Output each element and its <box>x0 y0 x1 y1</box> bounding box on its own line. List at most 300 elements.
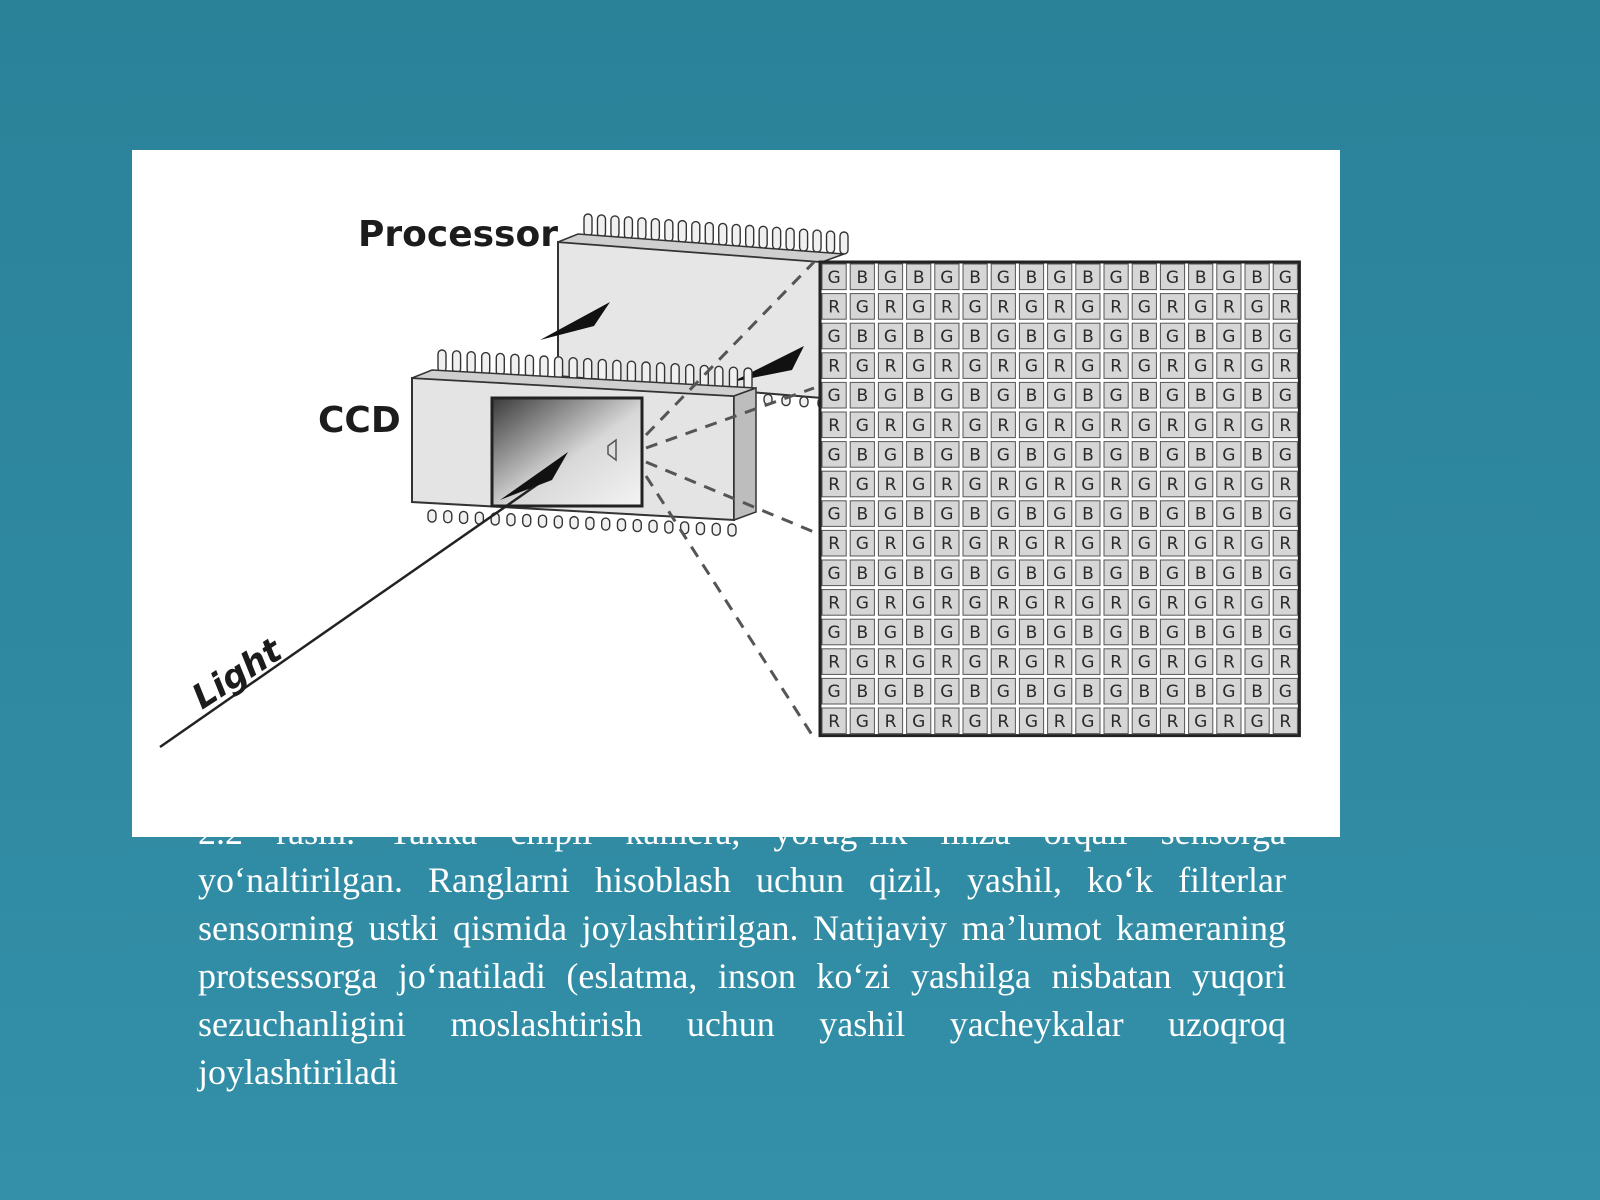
bayer-cell-letter: R <box>1110 593 1123 614</box>
bayer-cell-letter: G <box>1053 504 1067 525</box>
bayer-cell-letter: G <box>1137 593 1151 614</box>
bayer-cell-letter: R <box>884 711 897 732</box>
chip-pin <box>696 523 704 535</box>
bayer-cell-letter: G <box>1109 327 1123 347</box>
bayer-cell-letter: G <box>912 711 926 732</box>
bayer-cell-letter: G <box>1137 534 1151 555</box>
bayer-cell-letter: G <box>968 652 982 673</box>
bayer-cell-letter: R <box>1053 297 1066 318</box>
bayer-cell-letter: R <box>1053 652 1066 673</box>
bayer-cell-letter: B <box>1025 682 1038 703</box>
bayer-cell-letter: G <box>1081 415 1095 436</box>
chip-pin <box>759 226 767 248</box>
bayer-cell-letter: G <box>855 652 869 673</box>
bayer-cell-letter: B <box>856 327 869 347</box>
bayer-cell-letter: G <box>996 267 1010 288</box>
bayer-cell-letter: G <box>1194 593 1208 614</box>
bayer-cell-letter: R <box>1110 534 1123 555</box>
bayer-cell-letter: B <box>1138 563 1151 584</box>
bayer-cell-letter: G <box>1109 623 1123 643</box>
chip-pin <box>678 221 686 243</box>
chip-pin <box>540 356 548 378</box>
chip-pin <box>613 360 621 382</box>
chip-pin <box>813 230 821 252</box>
bayer-cell-letter: G <box>912 593 926 614</box>
chip-pin <box>692 222 700 244</box>
bayer-cell-letter: B <box>969 445 981 466</box>
bayer-cell-letter: R <box>1053 534 1066 555</box>
bayer-cell-letter: G <box>827 623 841 643</box>
bayer-cell-letter: G <box>1278 327 1292 347</box>
bayer-cell-letter: B <box>1082 563 1094 584</box>
bayer-cell-letter: G <box>883 267 898 288</box>
chip-pin <box>665 521 673 533</box>
bayer-cell-letter: R <box>1222 711 1235 732</box>
bayer-cell-letter: R <box>1279 297 1292 318</box>
bayer-cell-letter: G <box>1250 297 1264 318</box>
chip-pin <box>467 352 475 374</box>
bayer-cell-letter: B <box>912 445 925 466</box>
bayer-cell-letter: B <box>1025 563 1038 584</box>
bayer-cell-letter: R <box>1279 356 1292 377</box>
bayer-cell-letter: B <box>969 623 981 643</box>
bayer-cell-letter: R <box>997 711 1010 732</box>
chip-pin <box>671 364 679 386</box>
ccd-label: CCD <box>318 400 401 441</box>
bayer-cell-letter: R <box>828 475 841 495</box>
chip-pin <box>800 397 808 407</box>
bayer-cell-letter: G <box>940 563 954 584</box>
bayer-cell-letter: B <box>1138 386 1151 407</box>
bayer-cell-letter: R <box>997 356 1010 377</box>
bayer-cell-letter: G <box>827 267 841 288</box>
bayer-cell-letter: G <box>1109 445 1123 466</box>
bayer-cell-letter: B <box>912 682 925 703</box>
light-label: Light <box>185 630 290 718</box>
bayer-cell-letter: G <box>1165 682 1180 703</box>
bayer-cell-letter: G <box>912 297 926 318</box>
bayer-cell-letter: G <box>1024 475 1039 495</box>
bayer-cell-letter: G <box>1137 475 1151 495</box>
bayer-cell-letter: G <box>996 623 1010 643</box>
bayer-cell-letter: G <box>1165 623 1180 643</box>
bayer-cell-letter: G <box>1165 563 1180 584</box>
bayer-cell-letter: B <box>1082 504 1094 525</box>
bayer-cell-letter: G <box>1165 386 1180 407</box>
bayer-cell-letter: G <box>1024 652 1039 673</box>
bayer-cell-letter: G <box>968 534 982 555</box>
chip-pin <box>496 353 504 375</box>
bayer-cell-letter: G <box>1194 297 1208 318</box>
bayer-cell-letter: B <box>1138 267 1151 288</box>
bayer-cell-letter: R <box>1166 534 1179 555</box>
bayer-cell-letter: G <box>1024 297 1039 318</box>
bayer-cell-letter: G <box>996 563 1010 584</box>
bayer-cell-letter: G <box>968 356 982 377</box>
figure-caption: yo‘naltirilgan. Ranglarni hisoblash uchun qizil, yashil, ko‘k filterlar sensorning ustki qismida joylashtirilgan. Natijaviy ma’lumot kameraning protsessorga jo‘natiladi (eslatma, inson ko‘zi yashilga nisbatan yuqori sezuchanligini moslashtirish uchun yashil yacheykalar uzoqroq joylashtiriladi <box>198 860 1286 1092</box>
bayer-cell-letter: B <box>969 267 981 288</box>
bayer-cell-letter: G <box>1053 267 1067 288</box>
bayer-cell-letter: R <box>1222 297 1235 318</box>
bayer-cell-letter: R <box>828 652 841 673</box>
bayer-cell-letter: B <box>1251 563 1263 584</box>
chip-pin <box>523 514 531 526</box>
bayer-cell-letter: R <box>1166 652 1179 673</box>
bayer-cell-letter: G <box>996 445 1010 466</box>
bayer-cell-letter: G <box>968 711 982 732</box>
bayer-cell-letter: R <box>1110 356 1123 377</box>
bayer-cell-letter: R <box>1279 415 1292 436</box>
bayer-cell-letter: R <box>884 593 897 614</box>
bayer-cell-letter: B <box>969 563 981 584</box>
bayer-cell-letter: R <box>1053 711 1066 732</box>
bayer-cell-letter: B <box>1082 386 1094 407</box>
bayer-cell-letter: B <box>1138 623 1151 643</box>
bayer-cell-letter: G <box>968 297 982 318</box>
bayer-cell-letter: R <box>997 475 1010 495</box>
bayer-cell-letter: G <box>1109 682 1123 703</box>
bayer-cell-letter: G <box>1278 563 1292 584</box>
chip-pin <box>624 217 632 239</box>
chip-pin <box>712 523 720 535</box>
bayer-cell-letter: G <box>940 682 954 703</box>
bayer-cell-letter: G <box>827 682 841 703</box>
chip-pin <box>611 216 619 238</box>
chip-pin <box>584 214 592 236</box>
bayer-cell-letter: G <box>855 356 869 377</box>
bayer-cell-letter: G <box>883 386 898 407</box>
bayer-cell-letter: R <box>1279 593 1292 614</box>
figure-card <box>132 150 1340 837</box>
bayer-cell-letter: G <box>1278 623 1292 643</box>
bayer-cell-letter: G <box>1194 356 1208 377</box>
bayer-cell-letter: B <box>1025 445 1038 466</box>
bayer-cell-letter: B <box>1251 504 1263 525</box>
bayer-cell-letter: G <box>1222 327 1236 347</box>
chip-pin <box>651 219 659 241</box>
bayer-cell-letter: G <box>1053 386 1067 407</box>
bayer-cell-letter: G <box>912 652 926 673</box>
bayer-cell-letter: B <box>1138 327 1151 347</box>
bayer-cell-letter: G <box>1250 652 1264 673</box>
bayer-cell-letter: G <box>1250 534 1264 555</box>
bayer-cell-letter: B <box>969 504 981 525</box>
bayer-cell-letter: B <box>1082 445 1094 466</box>
bayer-cell-letter: R <box>1279 475 1292 495</box>
chip-pin <box>511 354 519 376</box>
bayer-cell-letter: G <box>855 475 869 495</box>
bayer-cell-letter: B <box>856 682 869 703</box>
bayer-cell-letter: G <box>912 356 926 377</box>
bayer-cell-letter: G <box>1222 267 1236 288</box>
bayer-cell-letter: G <box>968 415 982 436</box>
bayer-cell-letter: R <box>940 415 953 436</box>
bayer-cell-letter: G <box>1137 356 1151 377</box>
chip-pin <box>617 519 625 531</box>
bayer-cell-letter: B <box>1082 682 1094 703</box>
chip-pin <box>555 357 563 379</box>
bayer-cell-letter: B <box>912 267 925 288</box>
bayer-cell-letter: G <box>1137 297 1151 318</box>
bayer-cell-letter: R <box>884 415 897 436</box>
bayer-cell-letter: G <box>883 504 898 525</box>
bayer-cell-letter: B <box>1025 267 1038 288</box>
bayer-cell-letter: G <box>1278 386 1292 407</box>
bayer-cell-letter: G <box>1053 327 1067 347</box>
bayer-cell-letter: G <box>968 593 982 614</box>
bayer-cell-letter: G <box>1165 445 1180 466</box>
bayer-cell-letter: B <box>1194 682 1207 703</box>
bayer-cell-letter: R <box>884 297 897 318</box>
bayer-cell-letter: R <box>884 356 897 377</box>
bayer-cell-letter: R <box>940 711 953 732</box>
bayer-cell-letter: B <box>1025 623 1038 643</box>
chip-pin <box>602 518 610 530</box>
bayer-cell-letter: R <box>997 415 1010 436</box>
bayer-cell-letter: G <box>1165 267 1180 288</box>
chip-pin <box>554 516 562 528</box>
bayer-cell-letter: R <box>1279 534 1292 555</box>
bayer-cell-letter: G <box>827 504 841 525</box>
bayer-cell-letter: B <box>912 327 925 347</box>
bayer-cell-letter: B <box>969 327 981 347</box>
chip-pin <box>638 218 646 240</box>
bayer-cell-letter: G <box>1165 327 1180 347</box>
bayer-cell-letter: B <box>856 504 869 525</box>
bayer-cell-letter: B <box>912 563 925 584</box>
bayer-cell-letter: R <box>828 356 841 377</box>
bayer-cell-letter: R <box>828 297 841 318</box>
bayer-cell-letter: R <box>1166 475 1179 495</box>
bayer-cell-letter: B <box>1251 327 1263 347</box>
bayer-cell-letter: B <box>1194 504 1207 525</box>
bayer-cell-letter: B <box>969 386 981 407</box>
bayer-cell-letter: B <box>1082 267 1094 288</box>
bayer-cell-letter: G <box>1024 534 1039 555</box>
chip-pin <box>428 510 436 522</box>
bayer-cell-letter: B <box>912 623 925 643</box>
bayer-cell-letter: R <box>1053 356 1066 377</box>
chip-pin <box>597 215 605 237</box>
bayer-cell-letter: G <box>940 386 954 407</box>
chip-pin <box>569 358 577 380</box>
bayer-cell-letter: G <box>1081 711 1095 732</box>
bayer-cell-letter: G <box>827 563 841 584</box>
bayer-cell-letter: G <box>1194 711 1208 732</box>
chip-pin <box>732 224 740 246</box>
bayer-cell-letter: B <box>1082 623 1094 643</box>
chip-pin <box>584 359 592 381</box>
chip-pin <box>627 361 635 383</box>
single-chip-camera-diagram <box>132 150 1340 837</box>
bayer-cell-letter: G <box>1109 267 1123 288</box>
bayer-cell-letter: G <box>855 711 869 732</box>
bayer-cell-letter: R <box>940 297 953 318</box>
bayer-cell-letter: G <box>855 534 869 555</box>
chip-pin <box>586 517 594 529</box>
bayer-cell-letter: G <box>1137 652 1151 673</box>
bayer-cell-letter: G <box>1081 652 1095 673</box>
bayer-cell-letter: R <box>1110 475 1123 495</box>
bayer-cell-letter: G <box>1137 711 1151 732</box>
bayer-cell-letter: G <box>1053 563 1067 584</box>
bayer-cell-letter: G <box>912 475 926 495</box>
chip-pin <box>453 351 461 373</box>
bayer-cell-letter: G <box>940 327 954 347</box>
bayer-cell-letter: R <box>940 593 953 614</box>
bayer-cell-letter: G <box>1278 267 1292 288</box>
bayer-cell-letter: G <box>1024 711 1039 732</box>
chip-pin <box>665 220 673 242</box>
chip-pin <box>715 366 723 388</box>
bayer-cell-letter: B <box>1194 386 1207 407</box>
bayer-cell-letter: G <box>912 415 926 436</box>
bayer-cell-letter: B <box>1194 623 1207 643</box>
bayer-cell-letter: R <box>1110 415 1123 436</box>
bayer-cell-letter: R <box>940 652 953 673</box>
bayer-cell-letter: R <box>940 356 953 377</box>
bayer-cell-letter: B <box>1194 563 1207 584</box>
bayer-cell-letter: G <box>1081 593 1095 614</box>
bayer-cell-letter: G <box>996 386 1010 407</box>
chip-pin <box>460 511 468 523</box>
bayer-cell-letter: G <box>1053 682 1067 703</box>
bayer-cell-letter: B <box>1025 386 1038 407</box>
bayer-cell-letter: R <box>1110 711 1123 732</box>
bayer-cell-letter: B <box>1251 386 1263 407</box>
bayer-cell-letter: G <box>1109 563 1123 584</box>
chip-pin <box>686 365 694 387</box>
bayer-cell-letter: B <box>856 445 869 466</box>
bayer-cell-letter: G <box>855 297 869 318</box>
bayer-cell-letter: G <box>827 445 841 466</box>
bayer-cell-letter: R <box>1053 593 1066 614</box>
bayer-cell-letter: R <box>1166 297 1179 318</box>
bayer-cell-letter: R <box>884 475 897 495</box>
chip-pin <box>800 229 808 251</box>
bayer-cell-letter: R <box>1279 652 1292 673</box>
bayer-cell-letter: B <box>856 623 869 643</box>
chip-pin <box>773 227 781 249</box>
bayer-cell-letter: R <box>1222 475 1235 495</box>
bayer-cell-letter: R <box>1279 711 1292 732</box>
bayer-cell-letter: R <box>1222 652 1235 673</box>
bayer-cell-letter: B <box>969 682 981 703</box>
bayer-cell-letter: R <box>884 652 897 673</box>
bayer-cell-letter: G <box>1024 593 1039 614</box>
chip-pin <box>786 228 794 250</box>
chip-pin <box>444 511 452 523</box>
chip-pin <box>746 225 754 247</box>
bayer-cell-letter: R <box>828 711 841 732</box>
bayer-cell-letter: R <box>940 534 953 555</box>
chip-pin <box>539 515 547 527</box>
bayer-cell-letter: R <box>1166 711 1179 732</box>
bayer-cell-letter: G <box>1137 415 1151 436</box>
bayer-cell-letter: R <box>1110 652 1123 673</box>
bayer-cell-letter: G <box>1194 652 1208 673</box>
bayer-cell-letter: G <box>940 504 954 525</box>
bayer-cell-letter: G <box>883 682 898 703</box>
bayer-cell-letter: R <box>997 652 1010 673</box>
bayer-cell-letter: G <box>1222 445 1236 466</box>
bayer-cell-letter: B <box>856 563 869 584</box>
bayer-cell-letter: G <box>827 386 841 407</box>
bayer-cell-letter: G <box>1081 297 1095 318</box>
bayer-cell-letter: B <box>1251 623 1263 643</box>
bayer-cell-letter: R <box>1166 415 1179 436</box>
bayer-cell-letter: R <box>997 593 1010 614</box>
bayer-cell-letter: R <box>997 297 1010 318</box>
bayer-cell-letter: G <box>1109 504 1123 525</box>
bayer-cell-letter: R <box>1222 356 1235 377</box>
chip-pin <box>719 223 727 245</box>
bayer-cell-letter: B <box>1251 682 1263 703</box>
bayer-cell-letter: B <box>1251 267 1263 288</box>
chip-pin <box>657 363 665 385</box>
bayer-cell-letter: G <box>1053 445 1067 466</box>
bayer-cell-letter: G <box>883 563 898 584</box>
bayer-cell-letter: B <box>1194 327 1207 347</box>
bayer-cell-letter: G <box>883 445 898 466</box>
bayer-cell-letter: G <box>1222 682 1236 703</box>
chip-pin <box>705 223 713 245</box>
bayer-cell-letter: B <box>1251 445 1263 466</box>
bayer-cell-letter: G <box>1222 563 1236 584</box>
bayer-cell-letter: G <box>1024 356 1039 377</box>
bayer-cell-letter: G <box>1222 623 1236 643</box>
bayer-cell-letter: G <box>968 475 982 495</box>
bayer-cell-letter: G <box>996 682 1010 703</box>
chip-pin <box>570 517 578 529</box>
bayer-cell-letter: B <box>1025 504 1038 525</box>
chip-pin <box>700 365 708 387</box>
chip-pin <box>482 353 490 375</box>
bayer-cell-letter: R <box>1222 415 1235 436</box>
bayer-cell-letter: G <box>1250 593 1264 614</box>
bayer-cell-letter: G <box>855 415 869 436</box>
bayer-cell-letter: G <box>996 504 1010 525</box>
bayer-cell-letter: R <box>1222 593 1235 614</box>
bayer-cell-letter: G <box>940 445 954 466</box>
bayer-cell-letter: R <box>1053 475 1066 495</box>
bayer-cell-letter: R <box>1222 534 1235 555</box>
chip-pin <box>438 350 446 372</box>
bayer-cell-letter: R <box>828 534 841 555</box>
bayer-cell-letter: B <box>1194 267 1207 288</box>
bayer-cell-letter: B <box>856 386 869 407</box>
bayer-cell-letter: G <box>1222 386 1236 407</box>
bayer-cell-letter: G <box>1194 415 1208 436</box>
bayer-cell-letter: G <box>996 327 1010 347</box>
bayer-cell-letter: B <box>1138 504 1151 525</box>
bayer-cell-letter: G <box>855 593 869 614</box>
chip-pin <box>525 355 533 377</box>
bayer-cell-letter: R <box>940 475 953 495</box>
bayer-cell-letter: R <box>828 415 841 436</box>
bayer-cell-letter: R <box>1110 297 1123 318</box>
bayer-cell-letter: G <box>1278 445 1292 466</box>
bayer-cell-letter: B <box>856 267 869 288</box>
bayer-cell-letter: G <box>940 623 954 643</box>
chip-pin <box>598 359 606 381</box>
chip-pin <box>642 362 650 384</box>
bayer-cell-letter: R <box>997 534 1010 555</box>
bayer-cell-letter: R <box>1166 356 1179 377</box>
bayer-cell-letter: B <box>912 504 925 525</box>
bayer-cell-letter: G <box>940 267 954 288</box>
bayer-cell-letter: G <box>883 327 898 347</box>
